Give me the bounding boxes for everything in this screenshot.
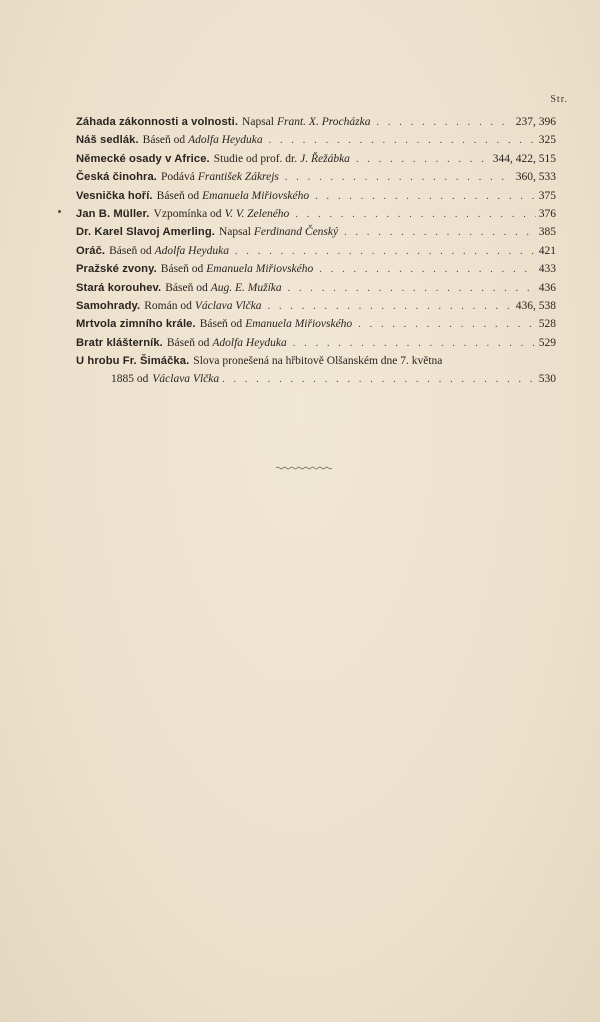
leader-dots bbox=[319, 261, 535, 279]
entry-pages: 529 bbox=[538, 336, 556, 349]
entry-title: Německé osady v Africe. bbox=[76, 152, 210, 165]
entry-pages: 436, 538 bbox=[515, 299, 556, 312]
entry-description: Román od bbox=[144, 299, 192, 312]
entry-description: Slova pronešená na hřbitově Olšanském dne 7. května bbox=[193, 355, 443, 368]
entry-pages: 344, 422, 515 bbox=[492, 152, 556, 165]
entry-description: Báseň od bbox=[156, 189, 200, 202]
entry-author: Václava Vlčka bbox=[194, 299, 262, 312]
entry-title: Jan B. Müller. bbox=[76, 207, 150, 220]
entry-title: Mrtvola zimního krále. bbox=[76, 318, 196, 331]
leader-dots bbox=[295, 206, 535, 224]
entry-title: Samohrady. bbox=[76, 299, 141, 312]
leader-dots bbox=[235, 243, 536, 261]
entry-title: Bratr klášterník. bbox=[76, 336, 163, 349]
entry-title: Stará korouhev. bbox=[76, 281, 162, 294]
entry-description: Napsal bbox=[242, 116, 274, 128]
entry-title: Česká činohra. bbox=[76, 171, 157, 184]
entry-description: Vzpomínka od bbox=[153, 207, 222, 220]
entry-description: Báseň od bbox=[142, 134, 186, 147]
entry-author: Aug. E. Mužíka bbox=[210, 281, 282, 294]
entry-title: Náš sedlák. bbox=[76, 134, 139, 147]
decorative-wavy-rule bbox=[276, 466, 332, 470]
entry-author: Adolfa Heyduka bbox=[154, 244, 230, 257]
entry-title: Pražské zvony. bbox=[76, 263, 157, 276]
entry-description: Podává bbox=[161, 171, 195, 184]
entry-author: Ferdinand Čenský bbox=[253, 226, 339, 239]
entry-author: Adolfa Heyduka bbox=[188, 134, 263, 147]
toc-entry bbox=[76, 223, 556, 241]
toc-entry bbox=[76, 297, 556, 315]
toc-entry bbox=[76, 315, 556, 333]
leader-dots bbox=[288, 280, 536, 298]
leader-dots bbox=[356, 151, 490, 169]
leader-dots bbox=[344, 224, 536, 242]
entry-pages: 360, 533 bbox=[515, 171, 556, 184]
entry-description: Báseň od bbox=[160, 263, 204, 276]
entry-author: Adolfa Heyduka bbox=[212, 336, 287, 349]
entry-description: Báseň od bbox=[166, 336, 210, 349]
leader-dots bbox=[269, 132, 536, 150]
leader-dots bbox=[315, 188, 536, 206]
entry-author: Emanuela Miřiovského bbox=[245, 318, 353, 331]
ink-speck bbox=[58, 210, 61, 213]
entry-title: Oráč. bbox=[76, 244, 106, 257]
entry-author: V. V. Zeleného bbox=[224, 207, 290, 220]
entry-author: František Zákrejs bbox=[197, 171, 279, 184]
toc-entry bbox=[76, 205, 556, 223]
toc-entry bbox=[76, 168, 556, 186]
leader-dots bbox=[358, 316, 536, 334]
entry-pages: 325 bbox=[538, 134, 556, 147]
entry-author: Frant. X. Procházka bbox=[276, 116, 371, 128]
entry-author: Emanuela Miřiovského bbox=[206, 263, 314, 276]
toc-entry bbox=[76, 279, 556, 297]
entry-title: Vesnička hoří. bbox=[76, 189, 153, 202]
entry-description: Báseň od bbox=[109, 244, 152, 257]
entry-pages: 528 bbox=[538, 318, 556, 331]
entry-author: J. Řežábka bbox=[300, 152, 350, 165]
entry-author: Václava Vlčka bbox=[152, 373, 220, 386]
toc-entry-continuation bbox=[76, 370, 556, 390]
toc-entry-last bbox=[76, 352, 556, 370]
toc-entry bbox=[76, 113, 556, 131]
page-column-label: Str. bbox=[550, 94, 568, 105]
entry-author: Emanuela Miřiovského bbox=[202, 189, 310, 202]
entry-description: Báseň od bbox=[199, 318, 243, 331]
table-of-contents bbox=[76, 113, 556, 390]
entry-description: Napsal bbox=[218, 226, 251, 239]
entry-pages: 385 bbox=[538, 226, 556, 239]
toc-entry bbox=[76, 131, 556, 149]
entry-pages: 237, 396 bbox=[515, 116, 556, 128]
toc-entry bbox=[76, 242, 556, 260]
entry-pages: 436 bbox=[538, 281, 556, 294]
entry-title: Záhada zákonnosti a volnosti. bbox=[76, 116, 239, 128]
toc-entry bbox=[76, 150, 556, 168]
entry-title: Dr. Karel Slavoj Amerling. bbox=[76, 226, 215, 239]
entry-description: Studie od prof. dr. bbox=[213, 152, 298, 165]
toc-entry bbox=[76, 260, 556, 278]
toc-entry bbox=[76, 334, 556, 352]
leader-dots bbox=[376, 114, 512, 132]
entry-pages: 530 bbox=[538, 373, 556, 386]
leader-dots bbox=[268, 298, 513, 316]
leader-dots bbox=[293, 335, 536, 353]
entry-pages: 375 bbox=[538, 189, 556, 202]
leader-dots bbox=[222, 371, 536, 389]
entry-pages: 433 bbox=[538, 263, 556, 276]
entry-pages: 376 bbox=[538, 207, 556, 220]
leader-dots bbox=[285, 169, 513, 187]
entry-description: Báseň od bbox=[165, 281, 208, 294]
entry-title: U hrobu Fr. Šimáčka. bbox=[76, 355, 190, 368]
toc-entry bbox=[76, 187, 556, 205]
entry-pages: 421 bbox=[538, 244, 556, 257]
entry-cont-prefix: 1885 od bbox=[111, 373, 149, 386]
